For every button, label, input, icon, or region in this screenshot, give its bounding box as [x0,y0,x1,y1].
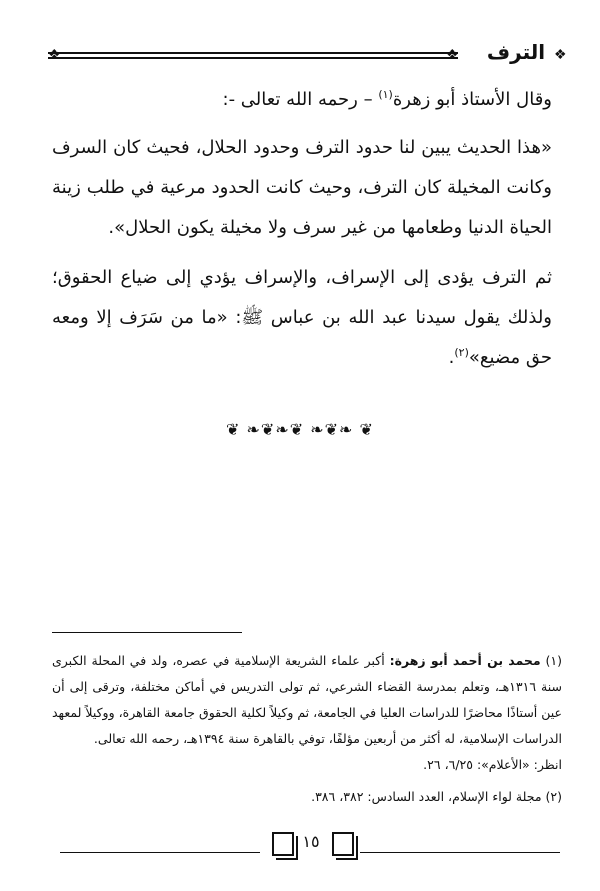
section-divider-ornament: ❦ ❧❦❧❦ ❧❦❧ ❦ [226,420,374,439]
footnotes [52,648,562,810]
footnote-2: (٢) مجلة لواء الإسلام، العدد السادس: ٣٨٢، ٣٨٦. [311,789,562,804]
page-number: ١٥ [302,832,320,851]
ornament-icon: ❖ [554,47,567,63]
page-footer [60,832,560,858]
intro-line [52,80,552,120]
header-rule [48,57,458,59]
intro-suffix: – رحمه الله تعالى -: [222,89,379,110]
footnote-number: (١) [545,653,562,668]
footnote-1-source: انظر: «الأعلام»: ٦/٢٥، ٢٦. [423,757,562,772]
quote-paragraph: «هذا الحديث يبين لنا حدود الترف وحدود الحلال، فحيث كان السرف وكانت المخيلة كان الترف، وحيث كانت الحدود مرعية في طلب زينة الحياة الدنيا وطعامها من غير سرف ولا مخيلة يكون الحلال». [52,137,552,238]
header-rule [48,52,458,54]
paragraph-text: ثم الترف يؤدى إلى الإسراف، والإسراف يؤدي إلى ضياع الحقوق؛ ولذلك يقول سيدنا عبد الله بن عباس ﷺ: «ما من سَرَف إلا ومعه حق مضيع» [52,267,552,368]
footnote-text: أكبر علماء الشريعة الإسلامية في عصره، ولد في المحلة الكبرى سنة ١٣١٦هـ، وتعلم بمدرسة القضاء الشرعي، ثم تولى التدريس في أماكن مختلفة، وترقى إلى أن عين أستاذًا محاضرًا للدراسات العليا في الجامعة، ثم وكيلاً لكلية الحقوق جامعة القاهرة، ووكيلاً لمعهد الدراسات الإسلامية، له أكثر من أربعين مؤلفًا، توفي بالقاهرة سنة ١٣٩٤هـ، رحمه الله تعالى. [52,653,562,746]
paragraph-end: . [448,347,455,368]
ornament-icon: ❖ [446,47,459,63]
footnote-separator [52,632,242,633]
running-header [48,40,567,68]
paragraph [52,258,552,378]
footer-rule [360,852,560,853]
intro-text: وقال الأستاذ أبو زهرة [392,89,552,110]
footnote-name: محمد بن أحمد أبو زهرة: [389,653,541,668]
ornament-icon: ❖ [48,47,61,63]
footnote-ref[interactable]: (٢) [454,346,469,359]
footnote-1 [52,648,562,752]
page-frame-icon [332,832,354,856]
main-text [52,80,552,378]
footnote-ref[interactable]: (١) [378,88,393,101]
footer-rule [60,852,260,853]
chapter-title: الترف [486,40,546,64]
page-frame-icon [272,832,294,856]
